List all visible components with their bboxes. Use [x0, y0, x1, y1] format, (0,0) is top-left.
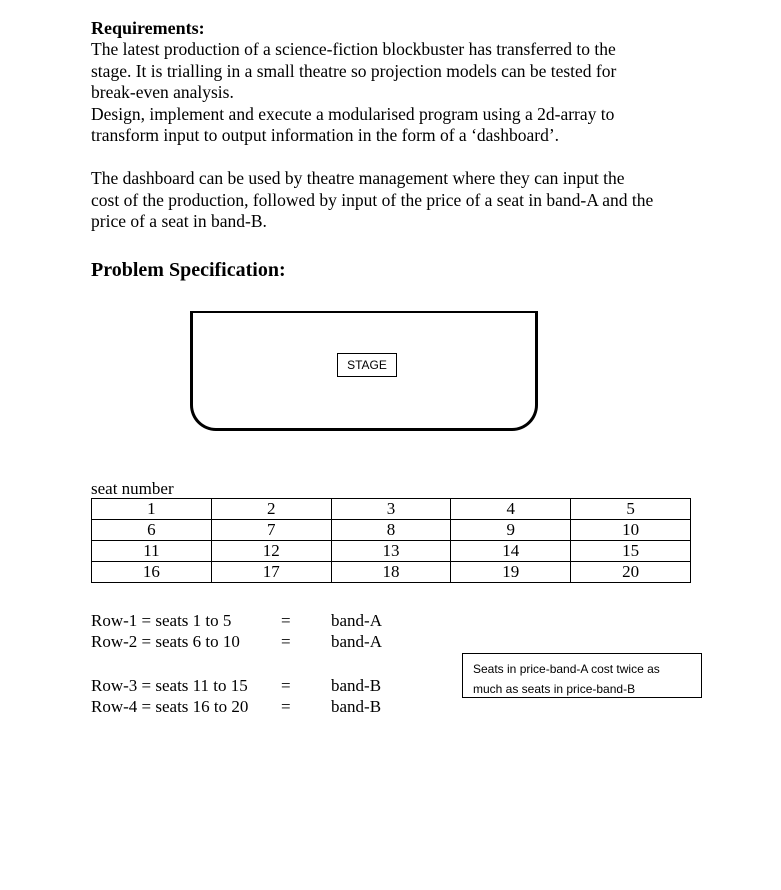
price-band-note [462, 653, 702, 698]
row-2-label: Row-2 = seats 6 to 10 [91, 632, 240, 651]
row-4-equals: = [281, 697, 291, 716]
text-line: The latest production of a science-fiction blockbuster has transferred to the [91, 39, 616, 59]
seat-cell: 18 [331, 562, 451, 583]
note-line: much as seats in price-band-B [473, 682, 636, 696]
seat-cell: 17 [211, 562, 331, 583]
seat-cell: 3 [331, 499, 451, 520]
seat-cell: 11 [92, 541, 212, 562]
text-line: The dashboard can be used by theatre management where they can input the [91, 168, 625, 188]
table-row [92, 520, 691, 541]
seat-cell: 8 [331, 520, 451, 541]
table-row [92, 562, 691, 583]
text-line: transform input to output information in the form of a ‘dashboard’. [91, 125, 560, 145]
seat-cell: 14 [451, 541, 571, 562]
seat-cell: 16 [92, 562, 212, 583]
text-line: cost of the production, followed by input of the price of a seat in band-A and the [91, 189, 654, 210]
seat-number-caption: seat number [91, 479, 174, 498]
seat-cell: 15 [571, 541, 691, 562]
row-1-label: Row-1 = seats 1 to 5 [91, 611, 232, 630]
requirements-paragraph-2 [91, 168, 711, 233]
row-4-label: Row-4 = seats 16 to 20 [91, 697, 249, 716]
seat-cell: 19 [451, 562, 571, 583]
text-line: break-even analysis. [91, 82, 234, 102]
table-row [92, 499, 691, 520]
seat-cell: 13 [331, 541, 451, 562]
seat-cell: 9 [451, 520, 571, 541]
row-1-band: band-A [331, 611, 382, 630]
requirements-paragraph-1 [91, 39, 711, 147]
table-row [92, 541, 691, 562]
stage-label: STAGE [337, 353, 397, 377]
text-line: price of a seat in band-B. [91, 211, 267, 231]
row-2-equals: = [281, 632, 291, 651]
problem-specification-heading: Problem Specification: [91, 259, 286, 281]
seat-cell: 12 [211, 541, 331, 562]
row-3-band: band-B [331, 676, 382, 695]
seat-cell: 10 [571, 520, 691, 541]
row-2-band: band-A [331, 632, 382, 651]
row-4-band: band-B [331, 697, 382, 716]
seat-number-table [91, 498, 691, 583]
seat-cell: 6 [92, 520, 212, 541]
seat-cell: 5 [571, 499, 691, 520]
note-line: Seats in price-band-A cost twice as [473, 662, 660, 676]
seat-cell: 7 [211, 520, 331, 541]
row-3-label: Row-3 = seats 11 to 15 [91, 676, 248, 695]
seat-cell: 2 [211, 499, 331, 520]
row-3-equals: = [281, 676, 291, 695]
requirements-heading: Requirements: [91, 18, 205, 38]
seat-cell: 4 [451, 499, 571, 520]
text-line: stage. It is trialling in a small theatre so projection models can be tested for [91, 60, 617, 81]
seat-cell: 20 [571, 562, 691, 583]
row-1-equals: = [281, 611, 291, 630]
seat-cell: 1 [92, 499, 212, 520]
text-line: Design, implement and execute a modularised program using a 2d-array to [91, 103, 615, 124]
